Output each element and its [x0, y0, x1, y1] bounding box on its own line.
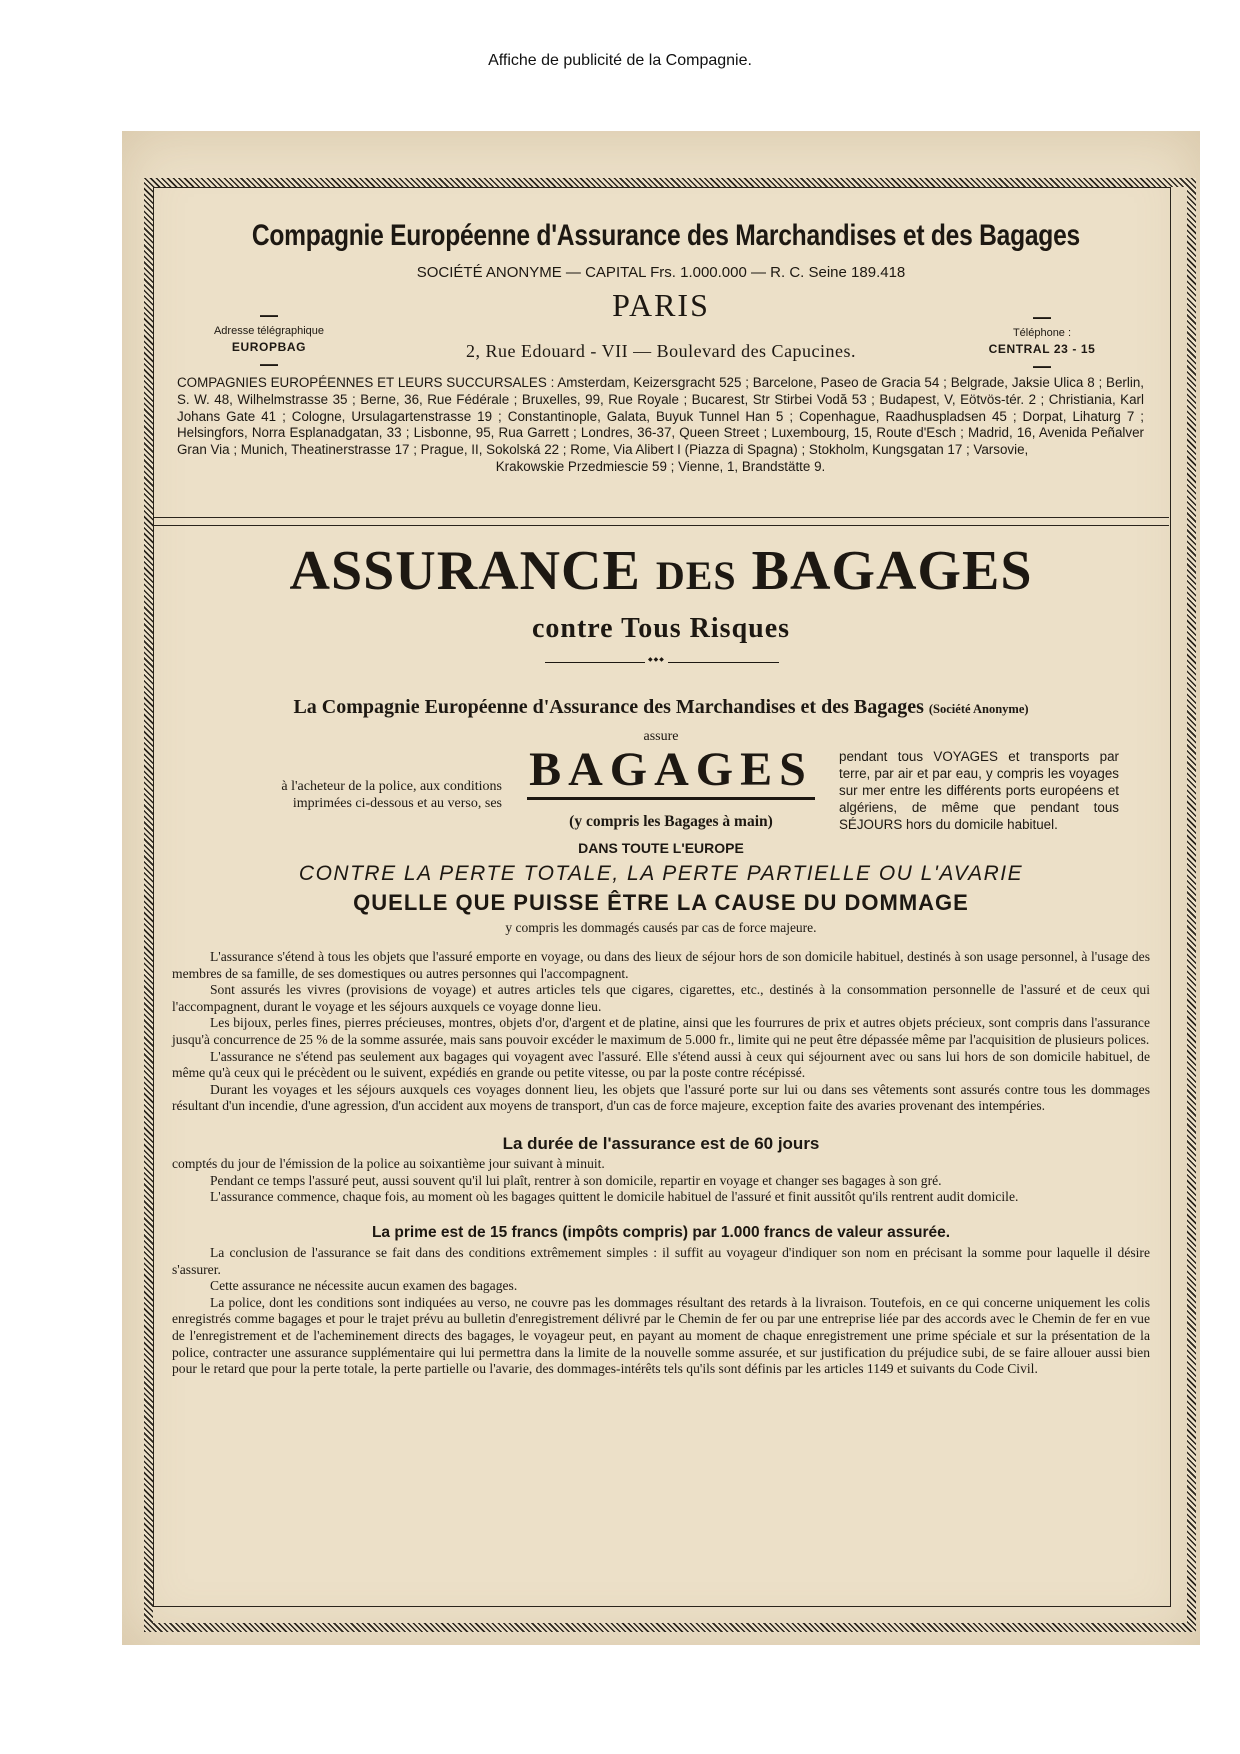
telegraph-block [194, 307, 344, 372]
intro-company-note: (Société Anonyme) [928, 702, 1029, 716]
ornament-rule [545, 662, 779, 663]
paragraph: L'assurance commence, chaque fois, au moment où les bagages quittent le domicile habituel de l'assuré et finit aussitôt qu'ils rentrent audit domicile. [210, 1189, 1019, 1205]
telegraph-value: EUROPBAG [231, 340, 307, 354]
assure-word: assure [643, 729, 679, 744]
title-word-2: DES [655, 553, 737, 598]
title-word-1: ASSURANCE [289, 540, 641, 602]
intro-company: La Compagnie Européenne d'Assurance des Marchandises et des Bagages [293, 696, 924, 718]
paragraph: Durant les voyages et les séjours auxquels ces voyages donnent lieu, les objets que l'assuré porte sur lui ou dans ses vêtements sont assurés contre tous les dommages résultant d'un incendie, d'une agression, d'un accident aux moyens de transport, d'un cas de force majeure, exception faite des avaries provenant des intempéries. [172, 1081, 1150, 1114]
intro-company-line [162, 696, 1160, 719]
dash: — [1033, 307, 1051, 327]
paragraph: Sont assurés les vivres (provisions de voyage) et autres articles tels que cigares, cigarettes, etc., destinés à la consommation personnelle de l'assuré et de ceux qui l'accompagnent, durant le voyage et les séjours auxquels ce voyage donne lieu. [172, 982, 1150, 1014]
paragraph: L'assurance ne s'étend pas seulement aux bagages qui voyagent avec l'assuré. Elle s'étend aussi à ceux qui séjournent avec ou sans lui hors de son domicile habituel, de même qu'à ceux qui le précèdent ou le suivent, expédiés en grande ou petite vitesse, ou par la poste contre récépissé. [172, 1048, 1150, 1081]
conditions-section-3 [172, 1245, 1150, 1378]
paragraph: Cette assurance ne nécessite aucun examen des bagages. [210, 1278, 518, 1294]
paragraph: L'assurance s'étend à tous les objets que l'assuré emporte en voyage, ou dans des lieux de séjour hors de son domicile habituel, destinés à son usage personnel, à l'usage des membres de sa famille, de ses domestiques ou autres personnes qui l'accompagnent. [172, 949, 1150, 981]
subsidiaries-list [177, 375, 1144, 476]
paragraph: La police, dont les conditions sont indiquées au verso, ne couvre pas les dommages résultant des retards à la livraison. Toutefois, en ce qui concerne uniquement les colis enregistrés comme bagages et pour le trajet prévu au bulletin d'enregistrement délivré par le Chemin de fer ou par une entreprise liée par des accords avec le Chemin de fer en vue de l'enregistrement et de l'acheminement directs des bagages, le voyageur peut, en payant au moment de chaque enregistrement une prime spéciale et sur la présentation de la police, contracter une assurance supplémentaire qui lui permettra dans la limite de la nouvelle somme assurée, et sur justification du préjudice subi, de se faire allouer aussi bien pour le retard que pour la perte totale, la perte partielle ou l'avarie, des dommages-intérêts tels qu'ils sont définis par les articles 1149 et suivants du Code Civil. [172, 1294, 1150, 1377]
city-name: PARIS [612, 287, 710, 323]
quelle-line: QUELLE QUE PUISSE ÊTRE LA CAUSE DU DOMMAGE [353, 890, 969, 915]
header-divider [153, 517, 1169, 526]
conditions-section-2 [172, 1156, 1150, 1206]
phone-label: Téléphone : [1012, 327, 1072, 339]
phone-block [972, 309, 1112, 374]
telegraph-label: Adresse télégraphique [213, 325, 325, 337]
main-title [162, 539, 1160, 603]
intro-left-text: à l'acheteur de la police, aux conditions imprimées ci-dessous et au verso, ses [281, 779, 502, 811]
subsidiaries-last-line: Krakowskie Przedmiescie 59 ; Vienne, 1, Brandstätte 9. [495, 458, 826, 474]
dash: — [1033, 356, 1051, 376]
duration-heading: La durée de l'assurance est de 60 jours [502, 1134, 820, 1153]
bagages-main-note: (y compris les Bagages à main) [569, 813, 773, 830]
sub-title: contre Tous Risques [531, 613, 791, 644]
europe-line: DANS TOUTE L'EUROPE [578, 840, 744, 856]
dash: — [260, 354, 278, 374]
paragraph: Pendant ce temps l'assuré peut, aussi souvent qu'il lui plaît, rentrer à son domicile, repartir en voyage et changer ses bagages à son gré. [210, 1172, 942, 1188]
intro-right-text: pendant tous VOYAGES et transports par terre, par air et par eau, y compris les voyages sur mer entre les différents ports européens et algériens, de même que pendant tous SÉJOURS hors du domicile habituel. [839, 749, 1119, 832]
paragraph: comptés du jour de l'émission de la police au soixantième jour suivant à minuit. [172, 1156, 605, 1171]
paragraph: La conclusion de l'assurance se fait dans des conditions extrêmement simples : il suffit au voyageur d'indiquer son nom en précisant la somme pour laquelle il désire s'assurer. [172, 1245, 1150, 1277]
contre-line: CONTRE LA PERTE TOTALE, LA PERTE PARTIELLE OU L'AVARIE [298, 862, 1024, 885]
bagages-heading: BAGAGES [527, 742, 815, 800]
premium-heading: La prime est de 15 francs (impôts compris) par 1.000 francs de valeur assurée. [371, 1224, 951, 1241]
subsidiaries-text: COMPAGNIES EUROPÉENNES ET LEURS SUCCURSALES : Amsterdam, Keizersgracht 525 ; Barcelone, Paseo de Gracia 54 ; Belgrade, Jaksie Ulica 8 ; Berlin, S. W. 48, Wilhelmstrasse 35 ; Berne, 36, Rue Fédérale ; Bruxelles, 99, Rue Royale ; Bucarest, Str Stirbei Vodă 53 ; Budapest, V, Eötvös-tér. 2 ; Christiania, Karl Johans Gate 41 ; Cologne, Ursulagartenstrasse 19 ; Constantinople, Galata, Buyuk Tunnel Han 5 ; Copenhague, Raadhuspladsen 45 ; Dorpat, Lihaturg 7 ; Helsingfors, Norra Esplanadgatan, 33 ; Lisbonne, 95, Rua Garrett ; Londres, 36-37, Queen Street ; Luxembourg, 15, Route d'Esch ; Madrid, 16, Avenida Peñalver Gran Via ; Munich, Theatinerstrasse 17 ; Prague, II, Sokolská 22 ; Rome, Via Alibert I (Piazza di Spagna) ; Stokholm, Kungsgatan 17 ; Varsovie, [177, 375, 1144, 458]
poster [122, 131, 1200, 1645]
conditions-section-1 [172, 949, 1150, 1115]
phone-value: CENTRAL 23 - 15 [988, 342, 1096, 356]
title-word-3: BAGAGES [751, 540, 1033, 602]
address-line: 2, Rue Edouard - VII — Boulevard des Capucines. [465, 341, 857, 361]
paragraph: Les bijoux, perles fines, pierres précieuses, montres, objets d'or, d'argent et de platine, ainsi que les fourrures de prix et autres objets précieux, sont compris dans l'assurance jusqu'à concurrence de 25 % de la somme assurée, mais sans pouvoir excéder le maximum de 5.000 fr., limite qui ne peut être dépassée même par l'acquisition de plusieurs polices. [172, 1015, 1150, 1047]
society-line: SOCIÉTÉ ANONYME — CAPITAL Frs. 1.000.000 — R. C. Seine 189.418 [416, 264, 906, 281]
company-name: Compagnie Européenne d'Assurance des Marchandises et des Bagages [251, 219, 1080, 252]
dash: — [260, 305, 278, 325]
page-caption: Affiche de publicité de la Compagnie. [488, 52, 752, 69]
force-majeure-line: y compris les dommagés causés par cas de force majeure. [505, 920, 817, 935]
